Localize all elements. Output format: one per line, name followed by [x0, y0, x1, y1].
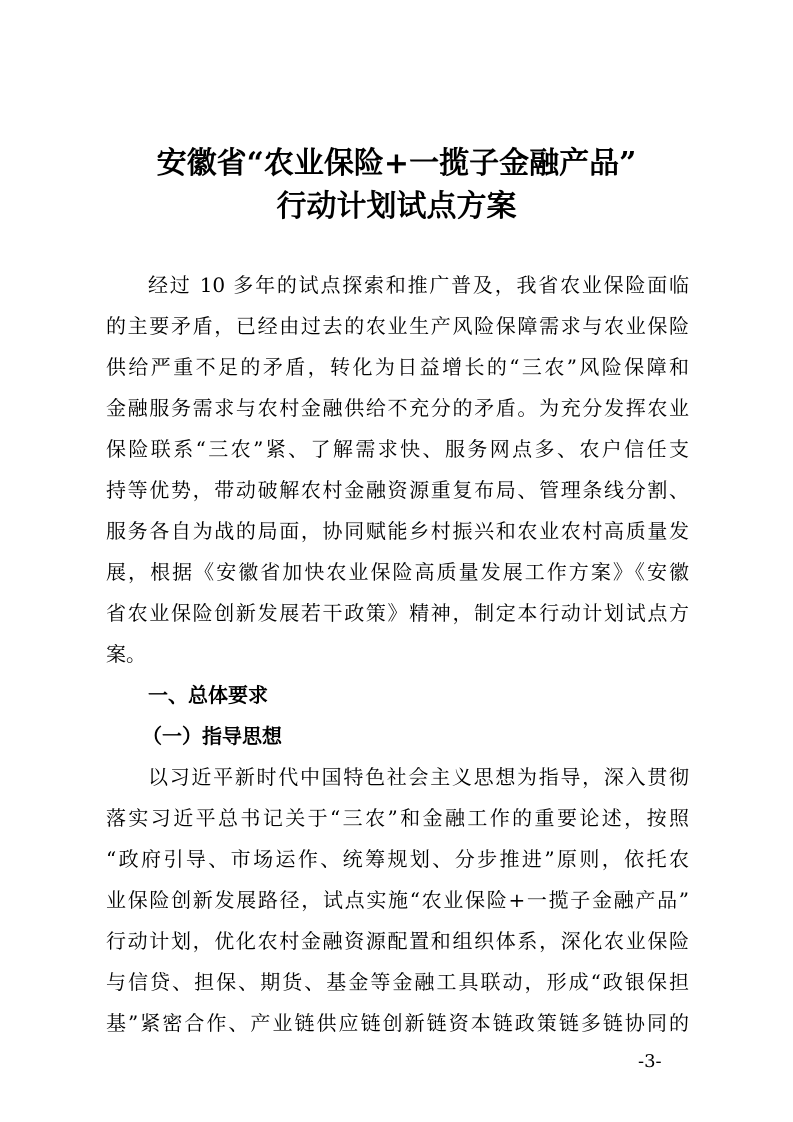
intro-paragraph-line: 省农业保险创新发展若干政策》精神，制定本行动计划试点方: [106, 601, 689, 625]
intro-paragraph-line: 经过 10 多年的试点探索和推广普及，我省农业保险面临: [148, 273, 689, 297]
intro-paragraph-line: 服务各自为战的局面，协同赋能乡村振兴和农业农村高质量发: [106, 519, 689, 543]
page-number: -3-: [638, 1051, 662, 1072]
document-title-line-1: 安徽省“农业保险+一揽子金融产品”: [156, 146, 637, 181]
section-heading-overall-requirements: 一、总体要求: [148, 683, 268, 707]
intro-paragraph-line: 的主要矛盾，已经由过去的农业生产风险保障需求与农业保险: [106, 314, 689, 338]
subsection-heading-guiding-ideology: （一）指导思想: [142, 724, 282, 748]
intro-paragraph-line: 案。: [106, 642, 146, 666]
document-title-line-2: 行动计划试点方案: [276, 189, 517, 224]
intro-paragraph-line: 保险联系“三农”紧、了解需求快、服务网点多、农户信任支: [106, 437, 689, 461]
guiding-ideology-line: 与信贷、担保、期货、基金等金融工具联动，形成“政银保担: [106, 970, 689, 994]
guiding-ideology-line: 行动计划，优化农村金融资源配置和组织体系，深化农业保险: [106, 929, 689, 953]
guiding-ideology-line: 落实习近平总书记关于“三农”和金融工作的重要论述，按照: [106, 806, 689, 830]
guiding-ideology-line: 业保险创新发展路径，试点实施“农业保险+一揽子金融产品”: [106, 888, 689, 912]
guiding-ideology-line: 基”紧密合作、产业链供应链创新链资本链政策链多链协同的: [106, 1011, 689, 1035]
guiding-ideology-line: 以习近平新时代中国特色社会主义思想为指导，深入贯彻: [148, 765, 689, 789]
intro-paragraph-line: 展，根据《安徽省加快农业保险高质量发展工作方案》《安徽: [106, 560, 689, 584]
guiding-ideology-line: “政府引导、市场运作、统筹规划、分步推进”原则，依托农: [106, 847, 689, 871]
intro-paragraph-line: 供给严重不足的矛盾，转化为日益增长的“三农”风险保障和: [106, 355, 689, 379]
intro-paragraph-line: 持等优势，带动破解农村金融资源重复布局、管理条线分割、: [106, 478, 689, 502]
intro-paragraph-line: 金融服务需求与农村金融供给不充分的矛盾。为充分发挥农业: [106, 396, 689, 420]
